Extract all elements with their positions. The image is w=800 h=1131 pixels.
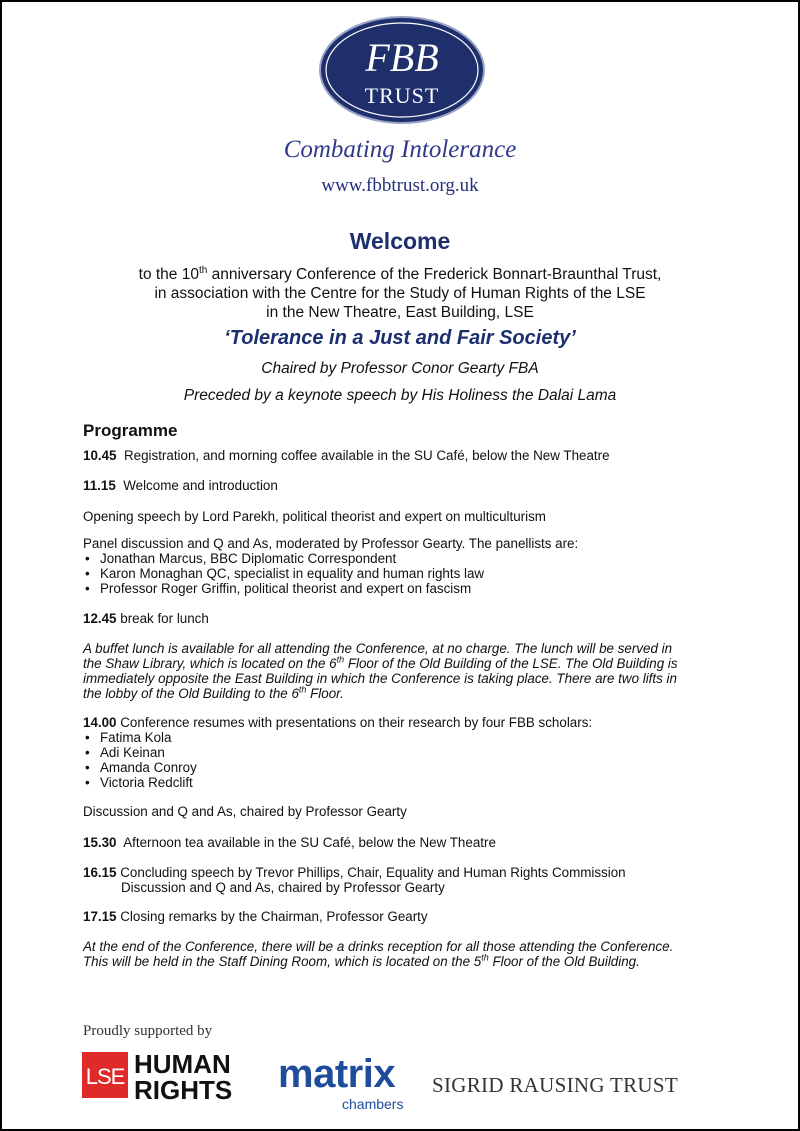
website-url[interactable]: www.fbbtrust.org.uk xyxy=(321,175,479,196)
time-1045: 10.45 xyxy=(83,448,117,463)
fbb-trust-logo xyxy=(318,15,486,125)
tagline: Combating Intolerance xyxy=(283,136,517,163)
keynote-line: Preceded by a keynote speech by His Holiness the Dalai Lama xyxy=(183,387,617,404)
programme-item-1045: 10.45 Registration, and morning coffee available in the SU Café, below the New Theatre xyxy=(83,448,610,463)
programme-item-1115: 11.15 Welcome and introduction xyxy=(83,478,278,493)
time-1245: 12.45 xyxy=(83,611,117,626)
lunch-paragraph: A buffet lunch is available for all attending the Conference, at no charge. The lunch will be served in the Shaw Library, which is located on the 6th Floor of the Old Building of the LSE. The Old Building is immediately opposite the East Building in which the Conference is taking place. There are two lifts in the lobby of the Old Building to the 6th Floor. xyxy=(83,641,678,701)
welcome-title: Welcome xyxy=(349,228,451,254)
lse-human-text: HUMAN xyxy=(134,1049,231,1079)
matrix-word: matrix xyxy=(278,1052,396,1096)
opening-speech: Opening speech by Lord Parekh, political theorist and expert on multiculturism xyxy=(83,509,546,524)
time-1530: 15.30 xyxy=(83,835,117,850)
lse-human-rights-logo xyxy=(82,1049,252,1101)
list-item: • Karon Monaghan QC, specialist in equality and human rights law xyxy=(83,566,484,581)
programme-item-1400: 14.00 Conference resumes with presentations on their research by four FBB scholars: xyxy=(83,715,593,730)
time-1400: 14.00 xyxy=(83,715,117,730)
time-1115: 11.15 xyxy=(83,478,116,493)
list-item: • Victoria Redclift xyxy=(83,775,197,790)
conference-theme: ‘Tolerance in a Just and Fair Society’ xyxy=(224,327,576,349)
list-item: • Jonathan Marcus, BBC Diplomatic Correspondent xyxy=(83,551,484,566)
programme-heading: Programme xyxy=(83,421,178,440)
list-item: • Fatima Kola xyxy=(83,730,197,745)
chair-line: Chaired by Professor Conor Gearty FBA xyxy=(261,360,539,377)
panel-intro: Panel discussion and Q and As, moderated by Professor Gearty. The panellists are: xyxy=(83,536,579,551)
list-item: • Amanda Conroy xyxy=(83,760,197,775)
programme-item-1530: 15.30 Afternoon tea available in the SU Café, below the New Theatre xyxy=(83,835,496,850)
programme-item-1615: 16.15 Concluding speech by Trevor Phillips, Chair, Equality and Human Rights Commission Discussion and Q and As, chaired by Professor Gearty xyxy=(83,865,626,895)
programme-item-1715: 17.15 Closing remarks by the Chairman, Professor Gearty xyxy=(83,909,428,924)
lse-rights-text: RIGHTS xyxy=(134,1075,233,1101)
lse-box-text: LSE xyxy=(85,1064,125,1089)
programme-item-1245: 12.45 break for lunch xyxy=(83,611,209,626)
logo-word: TRUST xyxy=(364,83,440,108)
list-item: • Adi Keinan xyxy=(83,745,197,760)
time-1615: 16.15 xyxy=(83,865,117,880)
list-item: • Professor Roger Griffin, political theorist and expert on fascism xyxy=(83,581,484,596)
panellist-list xyxy=(83,551,484,596)
welcome-intro xyxy=(2,261,798,322)
matrix-sub: chambers xyxy=(342,1096,404,1112)
discussion-line: Discussion and Q and As, chaired by Professor Gearty xyxy=(83,804,407,819)
scholar-list xyxy=(83,730,197,790)
sigrid-rausing-trust-logo: SIGRID RAUSING TRUST xyxy=(432,1073,678,1097)
supported-by-label: Proudly supported by xyxy=(83,1023,213,1039)
intro-line-1: to the 10th anniversary Conference of the Frederick Bonnart-Braunthal Trust, xyxy=(138,265,662,284)
intro-line-3: in the New Theatre, East Building, LSE xyxy=(266,304,534,322)
reception-note: At the end of the Conference, there will be a drinks reception for all those attending the Conference. This will be held in the Staff Dining Room, which is located on the 5th Floor of the Old Building. xyxy=(83,939,674,969)
logo-monogram: FBB xyxy=(365,35,439,80)
intro-line-2: in association with the Centre for the Study of Human Rights of the LSE xyxy=(154,285,646,303)
time-1715: 17.15 xyxy=(83,909,117,924)
matrix-chambers-logo xyxy=(278,1054,408,1116)
